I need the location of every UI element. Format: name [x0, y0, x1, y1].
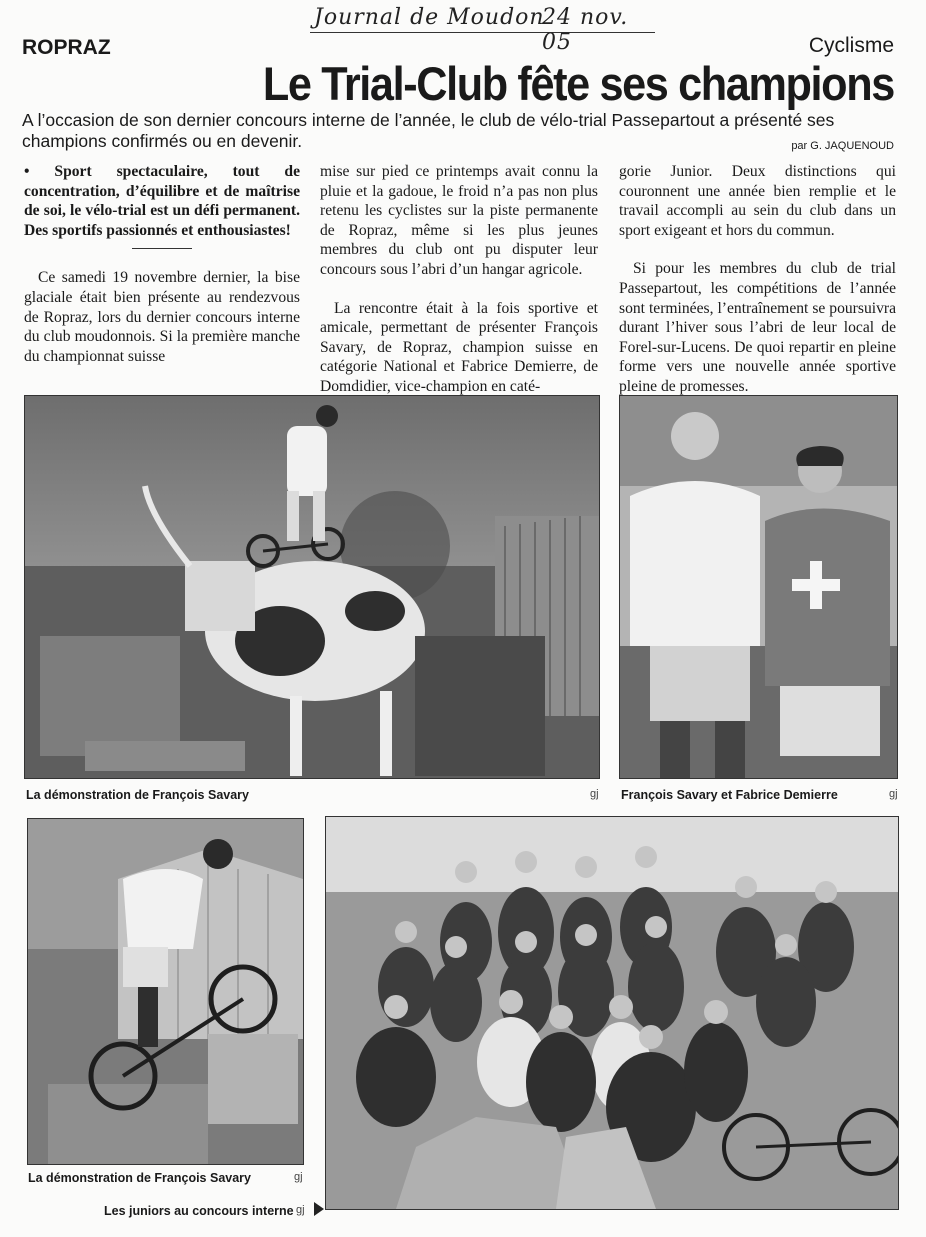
clipping-source: Journal de Moudon [314, 5, 545, 30]
photo-caption: François Savary et Fabrice Demierre [621, 788, 838, 802]
photo-caption: La démonstration de François Savary [28, 1171, 251, 1185]
photo-image [28, 819, 303, 1164]
clipping-date: 24 nov. 05 [542, 5, 629, 55]
headline: Le Trial-Club fête ses champions [262, 57, 894, 110]
photo-champions [619, 395, 898, 779]
photo-juniors [325, 816, 899, 1210]
photo-credit: gj [889, 788, 898, 800]
photo-demonstration-2 [27, 818, 304, 1165]
kicker: ROPRAZ [22, 36, 111, 59]
photo-image [620, 396, 897, 778]
body-paragraph: Ce samedi 19 novembre dernier, la bise glaciale était bien présente au rendezvous de Ropraz, lors du dernier concours interne du club moudonnois. Si la première manche du championnat suisse [24, 269, 300, 365]
photo-credit: gj [590, 788, 599, 800]
intro-paragraph: • Sport spectaculaire, tout de concentration, d’équilibre et de maîtrise de soi, le vélo-trial est un défi permanent. Des sportifs passionnés et enthousiastes! [24, 163, 300, 239]
body-paragraph: Si pour les membres du club de trial Passepartout, les compétitions de l’année sont terminées, l’entraînement se poursuivra durant l’hiver sous l’abri de leur local de Forel-sur-Lucens. De quoi repartir en pleine forme vers une nouvelle année sportive pleine de promesses. [619, 260, 896, 395]
article-column-2 [320, 162, 598, 397]
photo-credit: gj [294, 1171, 303, 1183]
article-column-3 [619, 162, 896, 397]
body-paragraph: mise sur pied ce printemps avait connu la pluie et la gadoue, le froid n’a pas non plus retenu les cyclistes sur la piste permanente de Ropraz, même si les plus jeunes membres du club ont pu disputer leur concours sous l’abri d’un hangar agricole. [320, 163, 598, 278]
photo-image [326, 817, 898, 1209]
rubric: Cyclisme [808, 34, 894, 57]
caption-pointer-icon [314, 1202, 324, 1216]
photo-caption: Les juniors au concours interne [104, 1204, 294, 1218]
photo-image [25, 396, 599, 778]
body-paragraph: gorie Junior. Deux distinctions qui couronnent une année bien remplie et le travail accompli au sein du club dans un sport exigeant et hors du commun. [619, 163, 896, 239]
byline: par G. JAQUENOUD [791, 140, 894, 152]
photo-credit: gj [296, 1204, 305, 1216]
clipping-note [310, 4, 655, 55]
photo-caption: La démonstration de François Savary [26, 788, 249, 802]
article-column-1 [24, 162, 300, 366]
lead: A l’occasion de son dernier concours interne de l’année, le club de vélo-trial Passepartout a présenté ses champions confirmés ou en devenir. [22, 110, 835, 151]
body-paragraph: La rencontre était à la fois sportive et amicale, permettant de présenter François Savary, de Ropraz, champion suisse en catégorie National et Fabrice Demierre, de Domdidier, vice-champion en caté- [320, 299, 598, 395]
photo-demonstration-1 [24, 395, 600, 779]
